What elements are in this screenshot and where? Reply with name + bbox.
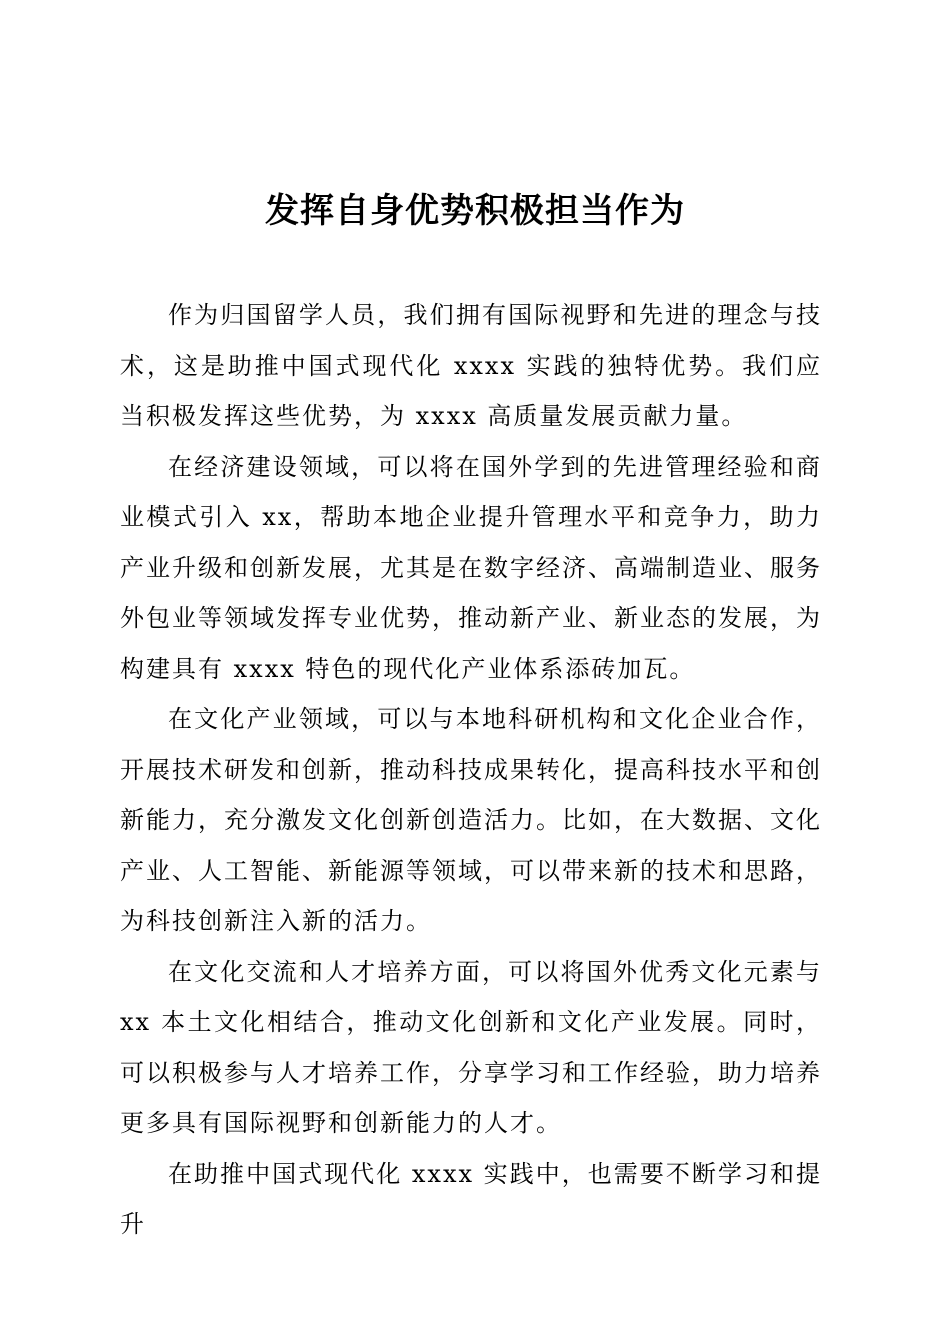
document-title: 发挥自身优势积极担当作为 <box>265 191 685 231</box>
paragraph-4: 在文化交流和人才培养方面，可以将国外优秀文化元素与 xx 本土文化相结合，推动文化创新和文化产业发展。同时，可以积极参与人才培养工作，分享学习和工作经验，助力培养更多具有国际视野和创新能力的人才。 <box>120 957 822 1137</box>
paragraph-3: 在文化产业领域，可以与本地科研机构和文化企业合作，开展技术研发和创新，推动科技成果转化，提高科技水平和创新能力，充分激发文化创新创造活力。比如，在大数据、文化产业、人工智能、新能源等领域，可以带来新的技术和思路，为科技创新注入新的活力。 <box>120 705 822 935</box>
paragraph-2: 在经济建设领域，可以将在国外学到的先进管理经验和商业模式引入 xx，帮助本地企业提升管理水平和竞争力，助力产业升级和创新发展，尤其是在数字经济、高端制造业、服务外包业等领域发挥专业优势，推动新产业、新业态的发展，为构建具有 xxxx 特色的现代化产业体系添砖加瓦。 <box>120 452 822 683</box>
paragraph-5: 在助推中国式现代化 xxxx 实践中，也需要不断学习和提升 <box>120 1159 822 1238</box>
paragraph-1: 作为归国留学人员，我们拥有国际视野和先进的理念与技术，这是助推中国式现代化 xxxx 实践的独特优势。我们应当积极发挥这些优势，为 xxxx 高质量发展贡献力量。 <box>120 301 822 430</box>
document-body <box>120 290 822 1250</box>
